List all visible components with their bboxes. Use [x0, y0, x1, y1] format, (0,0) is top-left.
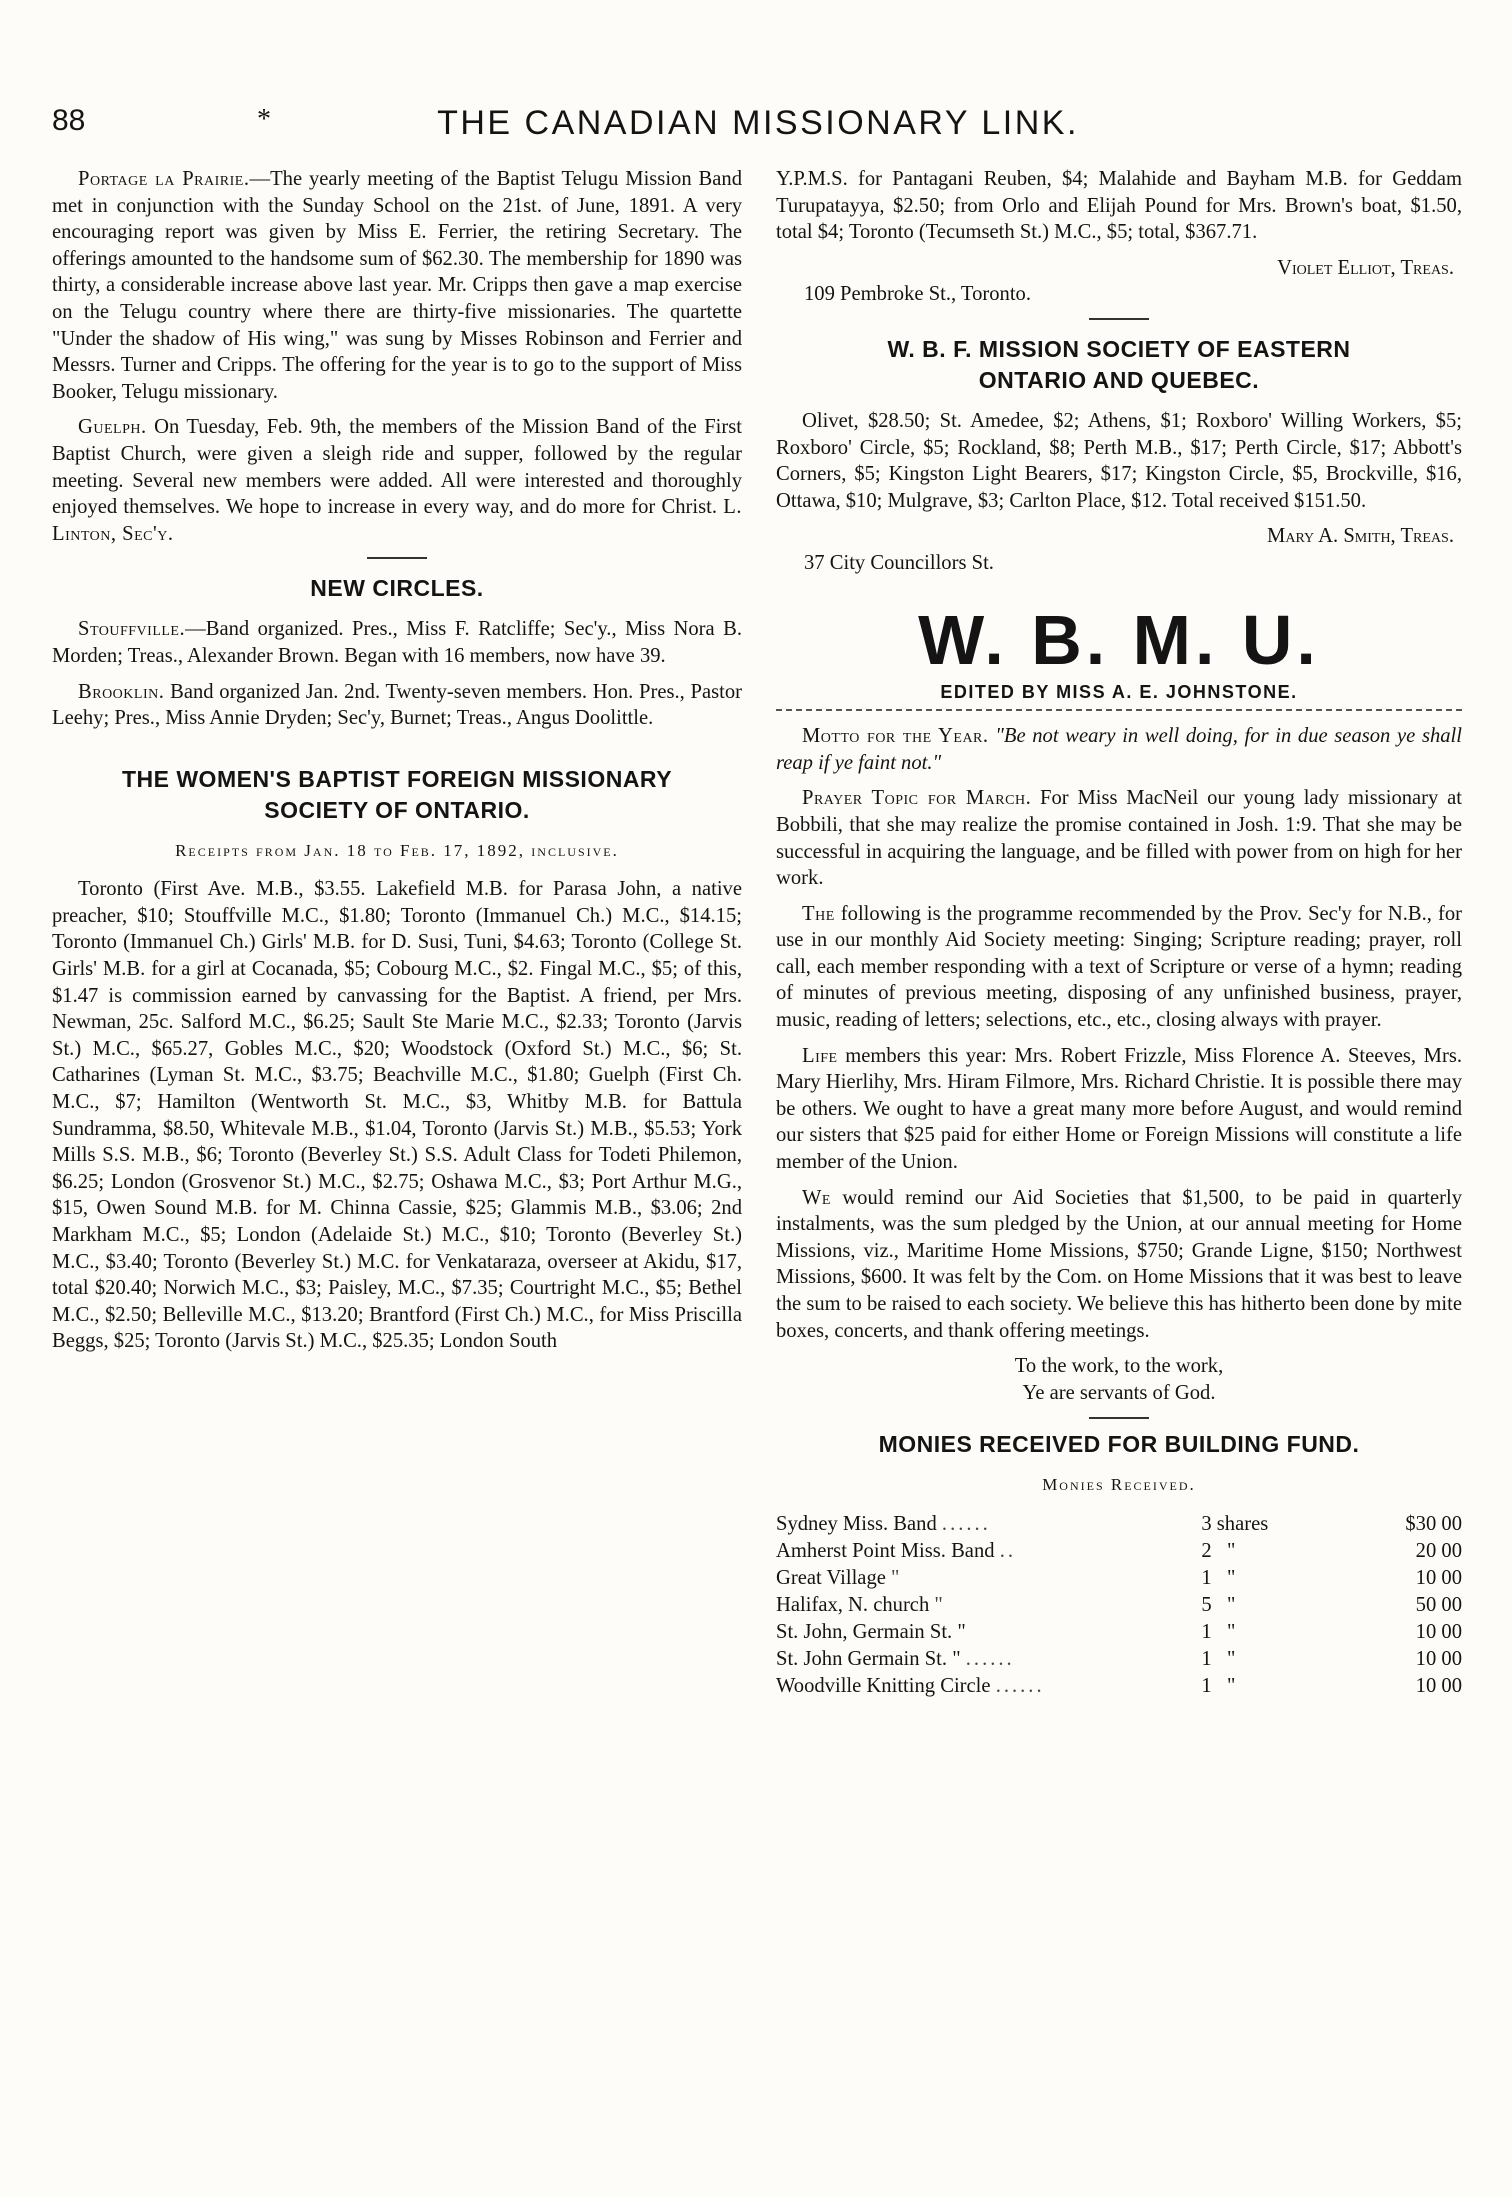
ontario-heading-line2: SOCIETY OF ONTARIO. [264, 796, 530, 823]
programme-text: following is the programme recommended by the Prov. Sec'y for N.B., for use in our monthly Aid Society meeting: Singing; Scripture reading; prayer, roll call, each member responding with a text of Scripture or verse of a hymn; reading of minutes of previous meeting, disposing of any unfinished business, prayer, music, reading of letters; selections, etc., etc., closing always with prayer. [776, 902, 1463, 1032]
table-row [776, 1511, 1462, 1538]
donor-name: Sydney Miss. Band [776, 1512, 937, 1535]
building-fund-heading: MONIES RECEIVED FOR BUILDING FUND. [878, 1431, 1360, 1458]
donor-name: St. John Germain St. " [776, 1647, 961, 1670]
ontario-society-heading [52, 764, 742, 826]
shares-cell: 1 " [1201, 1674, 1236, 1697]
dashed-divider [776, 709, 1462, 711]
programme-lead: The [802, 902, 835, 925]
dot-leader: .. [999, 1539, 1016, 1562]
donor-name: Woodville Knitting Circle [776, 1674, 991, 1697]
closing-verse [776, 1353, 1462, 1407]
remind-text: would remind our Aid Societies that $1,500, to be paid in quarterly instalments, was the sum pledged by the Union, at our annual meeting for Home Missions, viz., Maritime Home Missions, $750; Grande Ligne, $150; Northwest Missions, $600. It was felt by the Com. on Home Missions that it was best to leave the sum to be raised to each society. We believe this has hitherto been done by mite boxes, concerts, and thank offering meetings. [776, 1186, 1462, 1342]
dot-leader: ...... [995, 1674, 1045, 1697]
verse-line-2: Ye are servants of God. [1022, 1382, 1216, 1405]
amount-cell: 10 00 [1415, 1674, 1462, 1697]
portage-lead: Portage la Prairie. [78, 168, 250, 190]
life-lead: Life [802, 1044, 838, 1067]
table-row [776, 1646, 1462, 1673]
donor-name: Great Village [776, 1566, 886, 1589]
monies-received-subheading: Monies Received. [1042, 1475, 1196, 1495]
wbmu-title: W. B. M. U. [918, 600, 1320, 679]
donor-cell [776, 1592, 1201, 1619]
shares-cell: 1 " [1201, 1620, 1236, 1643]
dot-leader: " [891, 1566, 903, 1589]
new-circles-heading: NEW CIRCLES. [310, 575, 484, 602]
left-column [52, 166, 742, 1364]
editor-line: EDITED BY MISS A. E. JOHNSTONE. [940, 681, 1298, 702]
life-text: members this year: Mrs. Robert Frizzle, Miss Florence A. Steeves, Mrs. Mary Hierlihy, Mrs. Hiram Filmore, Mrs. Richard Christie. It is possible there may be others. We ought to have a great many more before August, and would remind our sisters that $25 paid for either Home or Foreign Missions will constitute a life member of the Union. [776, 1044, 1462, 1174]
running-title: THE CANADIAN MISSIONARY LINK. [437, 104, 1079, 142]
guelph-paragraph [52, 414, 742, 547]
guelph-lead: Guelph. [78, 416, 147, 439]
shares-cell: 5 " [1201, 1593, 1236, 1616]
guelph-signature: L. Linton, Sec'y. [52, 496, 742, 545]
amount-cell: 20 00 [1415, 1539, 1462, 1562]
table-row [776, 1619, 1462, 1646]
brooklin-paragraph [52, 679, 742, 732]
programme-paragraph [776, 901, 1462, 1034]
amount-cell: $30 00 [1405, 1512, 1462, 1535]
table-row [776, 1592, 1462, 1619]
donor-cell [776, 1565, 1201, 1592]
motto-text: "Be not weary in well doing, for in due season ye shall reap if ye faint not." [776, 725, 1462, 774]
dot-leader: " [934, 1593, 946, 1616]
ontario-receipts-text: Toronto (First Ave. M.B., $3.55. Lakefield M.B. for Parasa John, a native preacher, $10; Stouffville M.C., $1.80; Toronto (Immanuel Ch.) M.C., $14.15; Toronto (Immanuel Ch.) Girls' M.B. for D. Susi, Tuni, $4.63; Toronto (College St. Girls' M.B. for a girl at Cocanada, $5; Cobourg M.C., $2. Fingal M.C., $5; of this, $1.47 is commission earned by canvassing for the Baptist. A friend, per Mrs. Newman, 25c. Salford M.C., $6.25; Sault Ste Marie M.C., $2.33; Toronto (Jarvis St.) M.C., $65.27, Gobles M.C., $20; Woodstock (Oxford St.) M.C., $6; St. Catharines (Lyman St. M.C., $3.75; Beachville M.C., $1.80; Guelph (First Ch. M.C., $7; Hamilton (Wentworth St. M.C., $3, Whitby M.B. for Battula Sundramma, $8.50, Whitevale M.B., $1.04, Toronto (Jarvis St.) M.B., $5.53; York Mills S.S. M.B., $6; Toronto (Beverley St.) S.S. Adult Class for Todeti Philemon, $6.25; London (Grosvenor St.) M.C., $2.75; Oshawa M.C., $3; Port Arthur M.G., $15, Owen Sound M.B. for M. Chinna Cassie, $25; Glammis M.B., $3.06; 2nd Markham M.C., $5; London (Adelaide St.) M.C., $10; Toronto (Beverley St.) M.C., $3.40; Toronto (Beverley St.) M.C. for Venkataraza, overseer at Akidu, $17, total $20.40; Norwich M.C., $3; Paisley, M.C., $7.35; Courtright M.C., $5; Bethel M.C., $2.50; Belleville M.C., $13.20; Brantford (First Ch.) M.C., for Miss Priscilla Beggs, $25; Toronto (Jarvis St.) M.C., $25.35; London South [52, 878, 742, 1353]
page-header [52, 104, 1464, 150]
continued-receipts: Y.P.M.S. for Pantagani Reuben, $4; Malahide and Bayham M.B. for Geddam Turupatayya, $2.50; from Orlo and Elijah Pound for Mrs. Brown's boat, $1.50, total $4; Toronto (Tecumseth St.) M.C., $5; total, $367.71. [776, 168, 1462, 244]
shares-cell: 2 " [1201, 1539, 1236, 1562]
receipts-subheading: Receipts from Jan. 18 to Feb. 17, 1892, inclusive. [175, 840, 619, 860]
donor-cell [776, 1619, 1201, 1646]
shares-cell: 1 " [1201, 1647, 1236, 1670]
page-number: 88 [52, 104, 86, 137]
right-column [776, 166, 1462, 1700]
violet-address: 109 Pembroke St., Toronto. [804, 283, 1031, 306]
prayer-text: For Miss MacNeil our young lady missionary at Bobbili, that she may realize the promise contained in Josh. 1:9. That she may be successful in acquiring the language, and be filled with power from on high for her work. [776, 787, 1462, 890]
eastern-heading-line1: W. B. F. MISSION SOCIETY OF EASTERN [887, 335, 1351, 362]
eastern-receipts-text: Olivet, $28.50; St. Amedee, $2; Athens, $1; Roxboro' Willing Workers, $5; Roxboro' Circle, $5; Rockland, $8; Perth M.B., $17; Perth Circle, $17; Abbott's Corners, $5; Kingston Light Bearers, $17; Kingston Circle, $5, Brockville, $16, Ottawa, $10; Mulgrave, $3; Carlton Place, $12. Total received $151.50. [776, 409, 1462, 512]
eastern-society-heading [776, 334, 1462, 396]
portage-text: —The yearly meeting of the Baptist Telugu Mission Band met in conjunction with the Sunday School on the 21st. of June, 1891. A very encouraging report was given by Miss E. Ferrier, the retiring Secretary. The offerings amounted to the handsome sum of $62.30. The membership for 1890 was thirty, a considerable increase above last year. Mr. Cripps then gave a map exercise on the Telugu country where there are thirty-five missionaries. The quartette "Under the shadow of His wing," was sung by Misses Robinson and Ferrier and Messrs. Turner and Cripps. The offering for the year is to go to the support of Miss Booker, Telugu missionary. [52, 168, 742, 403]
donor-cell [776, 1511, 1201, 1538]
donor-cell [776, 1538, 1201, 1565]
brooklin-lead: Brooklin. [78, 680, 165, 703]
brooklin-text: Band organized Jan. 2nd. Twenty-seven members. Hon. Pres., Pastor Leehy; Pres., Miss Annie Dryden; Sec'y, Burnet; Treas., Angus Doolittle. [52, 680, 742, 730]
amount-cell: 50 00 [1415, 1593, 1462, 1616]
stouffville-text: —Band organized. Pres., Miss F. Ratcliffe; Sec'y., Miss Nora B. Morden; Treas., Alexander Brown. Began with 16 members, now have 39. [52, 618, 742, 667]
dot-leader: ...... [965, 1647, 1015, 1670]
eastern-heading-line2: ONTARIO AND QUEBEC. [978, 366, 1260, 393]
section-divider [1089, 318, 1149, 320]
motto-lead: Motto for the Year. [802, 725, 989, 748]
donor-cell [776, 1646, 1201, 1673]
remind-paragraph [776, 1185, 1462, 1345]
shares-cell: 3 shares [1201, 1512, 1269, 1535]
amount-cell: 10 00 [1415, 1647, 1462, 1670]
prayer-lead: Prayer Topic for March. [802, 787, 1032, 810]
amount-cell: 10 00 [1415, 1620, 1462, 1643]
table-row [776, 1565, 1462, 1592]
portage-paragraph [52, 166, 742, 405]
smith-address: 37 City Councillors St. [804, 551, 994, 574]
section-divider [367, 557, 427, 559]
donor-name: Amherst Point Miss. Band [776, 1539, 995, 1562]
guelph-text: On Tuesday, Feb. 9th, the members of the Mission Band of the First Baptist Church, were given a sleigh ride and supper, followed by the regular meeting. Several new members were added. All were interested and thoroughly enjoyed themselves. We hope to increase in every way, and do more for Christ. [52, 416, 743, 519]
table-row [776, 1538, 1462, 1565]
smith-signature: Mary A. Smith, Treas. [1267, 525, 1454, 548]
building-fund-table [776, 1511, 1462, 1700]
ontario-heading-line1: THE WOMEN'S BAPTIST FOREIGN MISSIONARY [121, 765, 673, 792]
shares-cell: 1 " [1201, 1566, 1236, 1589]
section-divider [1089, 1417, 1149, 1419]
dot-leader: ...... [941, 1512, 991, 1535]
donor-cell [776, 1673, 1201, 1700]
remind-lead: We [802, 1186, 831, 1209]
donor-name: Halifax, N. church [776, 1593, 930, 1616]
life-members-paragraph [776, 1043, 1462, 1176]
motto-paragraph [776, 723, 1462, 776]
stouffville-lead: Stouffville. [78, 618, 186, 641]
amount-cell: 10 00 [1415, 1566, 1462, 1589]
table-row [776, 1673, 1462, 1700]
donor-name: St. John, Germain St. " [776, 1620, 966, 1643]
verse-line-1: To the work, to the work, [1014, 1355, 1224, 1378]
prayer-paragraph [776, 785, 1462, 891]
stouffville-paragraph [52, 616, 742, 669]
violet-signature: Violet Elliot, Treas. [1277, 256, 1454, 279]
header-mark: * [257, 104, 271, 135]
